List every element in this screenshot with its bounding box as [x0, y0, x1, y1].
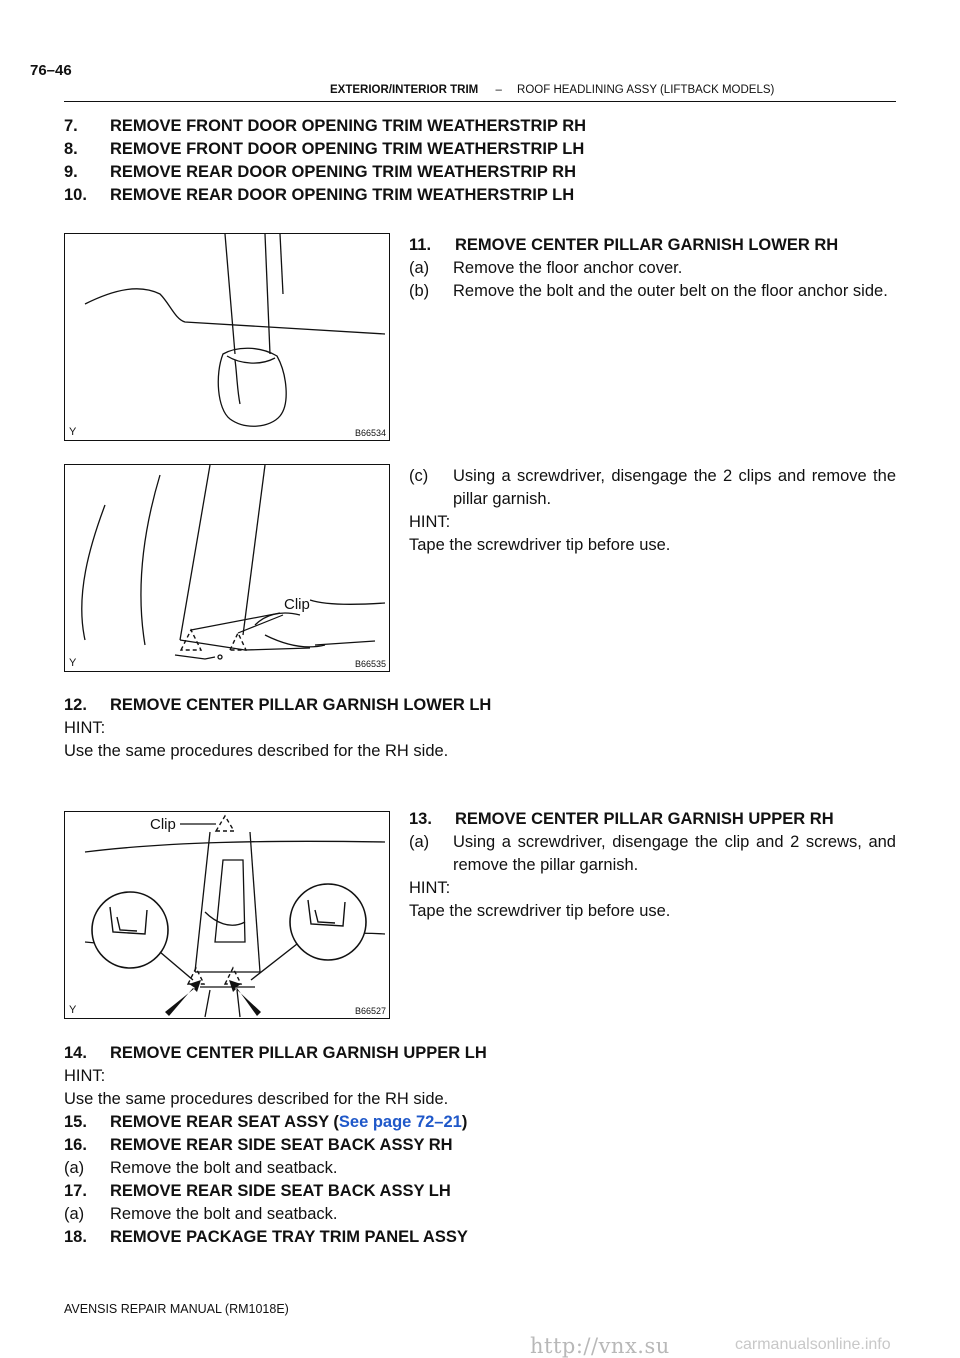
- step-16: 16. REMOVE REAR SIDE SEAT BACK ASSY RH: [64, 1136, 453, 1154]
- clip-label: Clip: [150, 816, 176, 833]
- step-7: 7. REMOVE FRONT DOOR OPENING TRIM WEATHERSTRIP RH: [64, 117, 587, 135]
- page-header-title: [330, 84, 774, 96]
- header-separator: –: [495, 84, 502, 96]
- floor-anchor-illustration: [65, 234, 389, 440]
- step-17: 17. REMOVE REAR SIDE SEAT BACK ASSY LH: [64, 1182, 451, 1200]
- figure-upper-garnish: [64, 811, 390, 1019]
- figure-code: B66535: [354, 659, 386, 669]
- figure-lower-garnish-clips: [64, 464, 390, 672]
- figure-floor-anchor: [64, 233, 390, 441]
- watermark-link[interactable]: http://vnx.su: [530, 1334, 670, 1358]
- hint-label: HINT:: [409, 879, 451, 897]
- hint-text: Tape the screwdriver tip before use.: [409, 536, 671, 554]
- figure-code: B66527: [354, 1006, 386, 1016]
- figure-corner-mark: Y: [69, 426, 77, 438]
- step-11-a: (a) Remove the floor anchor cover.: [409, 259, 683, 277]
- figure-corner-mark: Y: [69, 657, 77, 669]
- upper-garnish-illustration: [65, 812, 389, 1018]
- footer-manual-title: AVENSIS REPAIR MANUAL (RM1018E): [64, 1302, 289, 1316]
- step-17-a: (a) Remove the bolt and seatback.: [64, 1205, 338, 1223]
- hint-label: HINT:: [64, 1067, 106, 1085]
- watermark-site: carmanualsonline.info: [735, 1336, 891, 1353]
- hint-text: Tape the screwdriver tip before use.: [409, 902, 671, 920]
- hint-text: Use the same procedures described for the RH side.: [64, 1090, 449, 1108]
- header-subsection: ROOF HEADLINING ASSY (LIFTBACK MODELS): [517, 84, 775, 96]
- step-10: 10. REMOVE REAR DOOR OPENING TRIM WEATHERSTRIP LH: [64, 186, 575, 204]
- hint-label: HINT:: [64, 719, 106, 737]
- step-11-b: (b) Remove the bolt and the outer belt on the floor anchor side.: [409, 282, 888, 300]
- hint-text: Use the same procedures described for the RH side.: [64, 742, 449, 760]
- step-15: 15. REMOVE REAR SEAT ASSY (See page 72–21): [64, 1113, 468, 1131]
- step-14: 14. REMOVE CENTER PILLAR GARNISH UPPER LH: [64, 1044, 487, 1062]
- see-page-link[interactable]: See page 72–21: [338, 1113, 462, 1131]
- step-13-a: (a) Using a screwdriver, disengage the clip and 2 screws, and remove the pillar garnish.: [409, 833, 896, 874]
- header-section: EXTERIOR/INTERIOR TRIM: [330, 84, 479, 96]
- step-11: 11. REMOVE CENTER PILLAR GARNISH LOWER RH: [409, 236, 839, 254]
- header-rule: [64, 101, 896, 102]
- page-number: 76–46: [30, 62, 72, 79]
- figure-corner-mark: Y: [69, 1004, 77, 1016]
- step-13: 13. REMOVE CENTER PILLAR GARNISH UPPER RH: [409, 810, 834, 828]
- step-11-c: (c) Using a screwdriver, disengage the 2 clips and remove the pillar garnish.: [409, 467, 896, 508]
- step-16-a: (a) Remove the bolt and seatback.: [64, 1159, 338, 1177]
- step-18: 18. REMOVE PACKAGE TRAY TRIM PANEL ASSY: [64, 1228, 468, 1246]
- step-12: 12. REMOVE CENTER PILLAR GARNISH LOWER LH: [64, 696, 492, 714]
- figure-code: B66534: [354, 428, 386, 438]
- lower-garnish-illustration: [65, 465, 389, 671]
- hint-label: HINT:: [409, 513, 451, 531]
- step-8: 8. REMOVE FRONT DOOR OPENING TRIM WEATHERSTRIP LH: [64, 140, 585, 158]
- step-9: 9. REMOVE REAR DOOR OPENING TRIM WEATHERSTRIP RH: [64, 163, 576, 181]
- clip-label: Clip: [284, 596, 310, 613]
